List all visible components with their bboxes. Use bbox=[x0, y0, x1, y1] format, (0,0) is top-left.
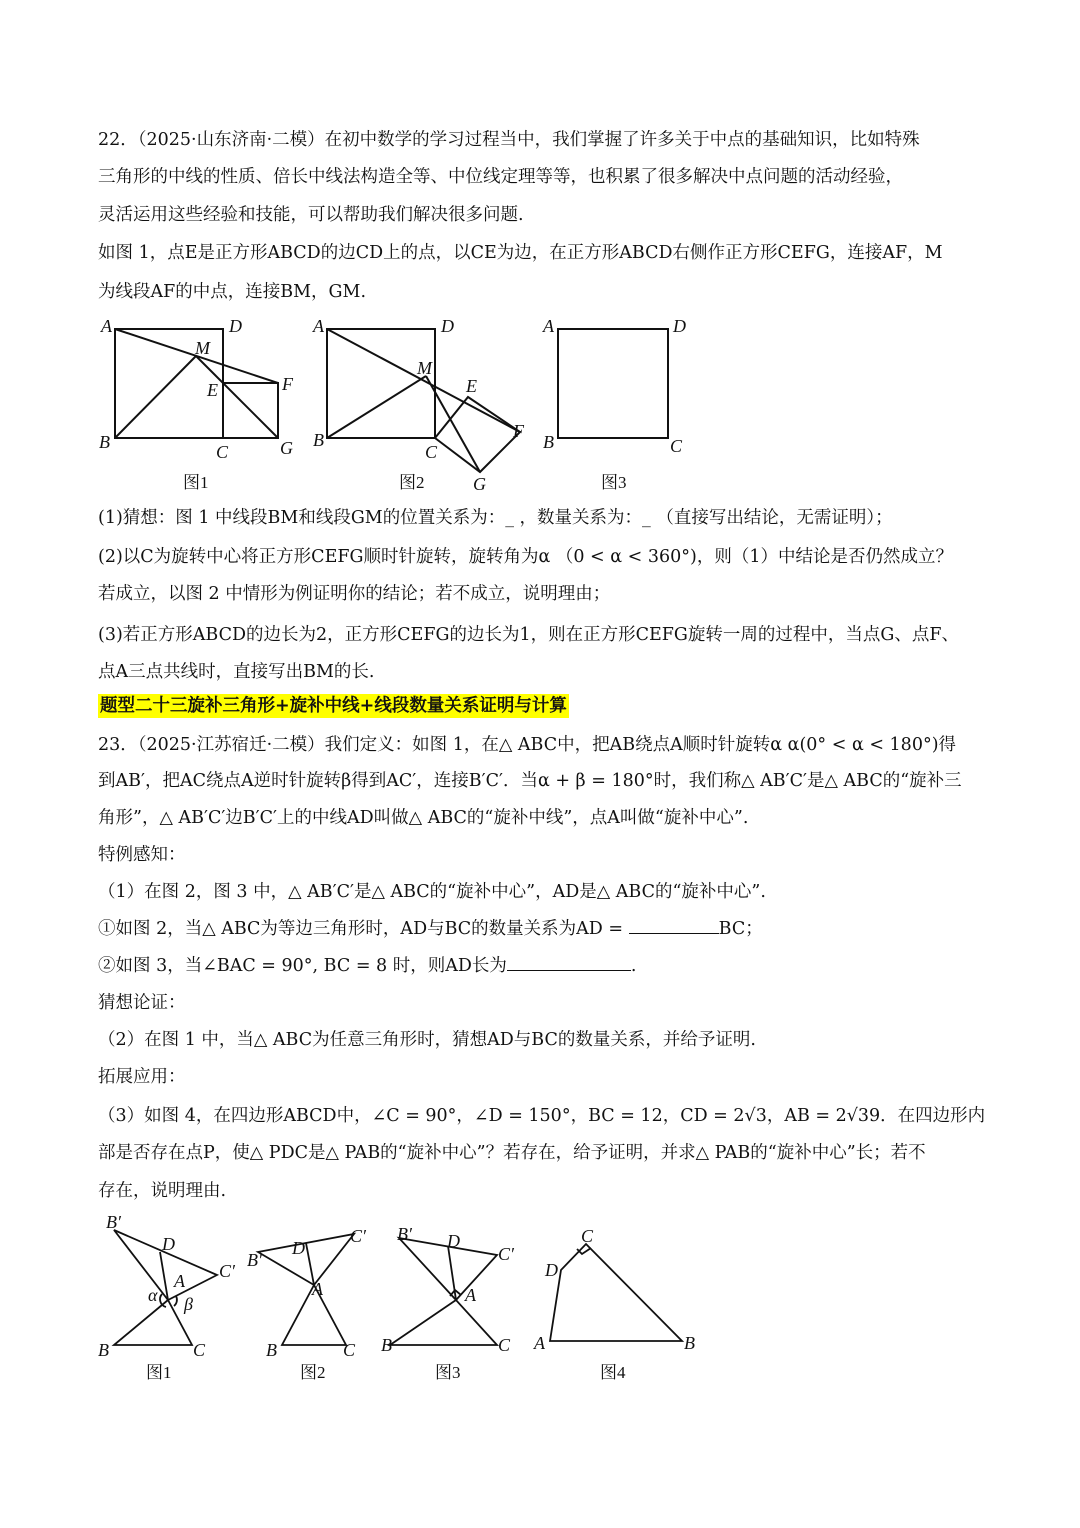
label-D: D bbox=[162, 1234, 175, 1254]
label-C: C bbox=[670, 436, 683, 456]
label-B: B bbox=[543, 432, 554, 452]
q23-line-6a: ①如图 2，当△ ABC为等边三角形时，AD与BC的数量关系为AD = bbox=[98, 919, 629, 939]
answer-blank-1 bbox=[629, 917, 719, 934]
q22-fig3-caption: 图3 bbox=[601, 473, 627, 492]
q22-part-1: (1)猜想：图 1 中线段BM和线段GM的位置关系为：_ ，数量关系为：_ （直接写出结论，无需证明）； bbox=[98, 508, 893, 528]
q22-line-1: 22．（2025·山东济南·二模）在初中数学的学习过程当中，我们掌握了许多关于中点的基础知识，比如特殊 bbox=[98, 130, 920, 150]
label-D: D bbox=[447, 1231, 460, 1251]
q22-fig1-caption: 图1 bbox=[183, 473, 209, 492]
heading-text: 题型二十三旋补三角形+旋补中线+线段数量关系证明与计算 bbox=[100, 696, 567, 716]
q23-fig2 bbox=[258, 1234, 354, 1345]
q22-part-2b: 若成立，以图 2 中情形为例证明你的结论；若不成立，说明理由； bbox=[98, 584, 611, 604]
q23-figures bbox=[92, 1210, 712, 1390]
q23-fig2-caption: 图2 bbox=[300, 1363, 326, 1382]
label-D: D bbox=[292, 1238, 305, 1258]
label-D: D bbox=[229, 316, 242, 336]
q23-fig4 bbox=[550, 1244, 682, 1341]
label-M: M bbox=[417, 358, 432, 378]
label-C: C bbox=[498, 1335, 511, 1355]
q23-fig3-caption: 图3 bbox=[435, 1363, 461, 1382]
label-A: A bbox=[543, 316, 554, 336]
q23-line-10: 拓展应用： bbox=[98, 1067, 186, 1087]
label-B: B bbox=[266, 1340, 277, 1360]
label-B: B bbox=[381, 1335, 392, 1355]
label-B: B bbox=[313, 430, 324, 450]
q23-line-12: 部是否存在点P，使△ PDC是△ PAB的“旋补中心”？若存在，给予证明，并求△ PAB的“旋补中心”长；若不 bbox=[98, 1143, 926, 1163]
q23-line-9: （2）在图 1 中，当△ ABC为任意三角形时，猜想AD与BC的数量关系，并给予证明. bbox=[98, 1030, 756, 1050]
label-B-prime: B′ bbox=[106, 1212, 121, 1232]
label-G: G bbox=[280, 438, 293, 458]
q23-fig4-caption: 图4 bbox=[600, 1363, 626, 1382]
q22-fig2 bbox=[327, 329, 520, 472]
label-A: A bbox=[534, 1333, 545, 1353]
label-C-prime: C′ bbox=[219, 1261, 235, 1281]
q23-line-1: 23．（2025·江苏宿迁·二模）我们定义：如图 1，在△ ABC中，把AB绕点A顺时针旋转α α(0° < α < 180°)得 bbox=[98, 735, 957, 755]
answer-blank-2 bbox=[507, 954, 631, 971]
q23-fig1-caption: 图1 bbox=[146, 1363, 172, 1382]
label-A: A bbox=[312, 1279, 323, 1299]
label-A: A bbox=[174, 1271, 185, 1291]
label-C-prime: C′ bbox=[498, 1244, 514, 1264]
q22-line-2: 三角形的中线的性质、倍长中线法构造全等、中位线定理等等，也积累了很多解决中点问题的活动经验， bbox=[98, 167, 903, 187]
q23-line-8: 猜想论证： bbox=[98, 993, 186, 1013]
label-A: A bbox=[465, 1285, 476, 1305]
label-F: F bbox=[282, 374, 293, 394]
label-G: G bbox=[473, 474, 486, 494]
q22-figures bbox=[95, 312, 705, 502]
label-E: E bbox=[466, 376, 477, 396]
label-C: C bbox=[581, 1226, 594, 1246]
q23-line-11: （3）如图 4，在四边形ABCD中，∠C = 90°，∠D = 150°，BC = 12，CD = 2√3，AB = 2√39．在四边形内 bbox=[98, 1106, 986, 1126]
q22-part-2a: (2)以C为旋转中心将正方形CEFG顺时针旋转，旋转角为α （0 < α < 360°)，则（1）中结论是否仍然成立？ bbox=[98, 547, 953, 567]
label-D: D bbox=[441, 316, 454, 336]
q23-line-7a: ②如图 3，当∠BAC = 90°, BC = 8 时，则AD长为 bbox=[98, 956, 507, 976]
label-D: D bbox=[673, 316, 686, 336]
q23-line-6 bbox=[98, 917, 763, 941]
q23-line-4: 特例感知： bbox=[98, 845, 186, 865]
label-B: B bbox=[99, 432, 110, 452]
label-C: C bbox=[216, 442, 229, 462]
q23-line-7b: . bbox=[630, 956, 637, 976]
label-C: C bbox=[343, 1340, 356, 1360]
q23-line-13: 存在，说明理由. bbox=[98, 1181, 227, 1201]
label-B: B bbox=[684, 1333, 695, 1353]
q22-line-3: 灵活运用这些经验和技能，可以帮助我们解决很多问题. bbox=[98, 205, 524, 225]
q23-fig3 bbox=[390, 1238, 497, 1345]
label-C: C bbox=[193, 1340, 206, 1360]
q23-line-6b: BC； bbox=[718, 919, 763, 939]
label-A: A bbox=[101, 316, 112, 336]
label-alpha: α bbox=[148, 1285, 158, 1305]
q23-line-3: 角形”，△ AB′C′边B′C′上的中线AD叫做△ ABC的“旋补中线”，点A叫做“旋补中心”. bbox=[98, 808, 749, 828]
q23-line-2: 到AB′，把AC绕点A逆时针旋转β得到AC′，连接B′C′．当α + β = 180°时，我们称△ AB′C′是△ ABC的“旋补三 bbox=[98, 771, 962, 791]
q23-line-7 bbox=[98, 954, 637, 978]
label-E: E bbox=[207, 380, 218, 400]
label-B-prime: B′ bbox=[247, 1250, 262, 1270]
label-C: C bbox=[425, 442, 438, 462]
q22-line-5: 为线段AF的中点，连接BM，GM. bbox=[98, 282, 367, 302]
q23-line-5: （1）在图 2，图 3 中，△ AB′C′是△ ABC的“旋补中心”，AD是△ ABC的“旋补中心”. bbox=[98, 882, 766, 902]
label-B: B bbox=[98, 1340, 109, 1360]
q22-part-3b: 点A三点共线时，直接写出BM的长. bbox=[98, 662, 375, 682]
label-C-prime: C′ bbox=[350, 1226, 366, 1246]
label-D: D bbox=[545, 1260, 558, 1280]
section-heading bbox=[98, 694, 569, 718]
label-A: A bbox=[313, 316, 324, 336]
q22-fig3 bbox=[558, 329, 668, 438]
label-beta: β bbox=[184, 1294, 193, 1314]
label-F: F bbox=[513, 421, 524, 441]
q22-line-4: 如图 1，点E是正方形ABCD的边CD上的点，以CE为边，在正方形ABCD右侧作正方形CEFG，连接AF，M bbox=[98, 243, 943, 263]
q22-part-3a: (3)若正方形ABCD的边长为2，正方形CEFG的边长为1，则在正方形CEFG旋转一周的过程中，当点G、点F、 bbox=[98, 625, 959, 645]
label-B-prime: B′ bbox=[397, 1224, 412, 1244]
q22-fig2-caption: 图2 bbox=[399, 473, 425, 492]
label-M: M bbox=[195, 338, 210, 358]
